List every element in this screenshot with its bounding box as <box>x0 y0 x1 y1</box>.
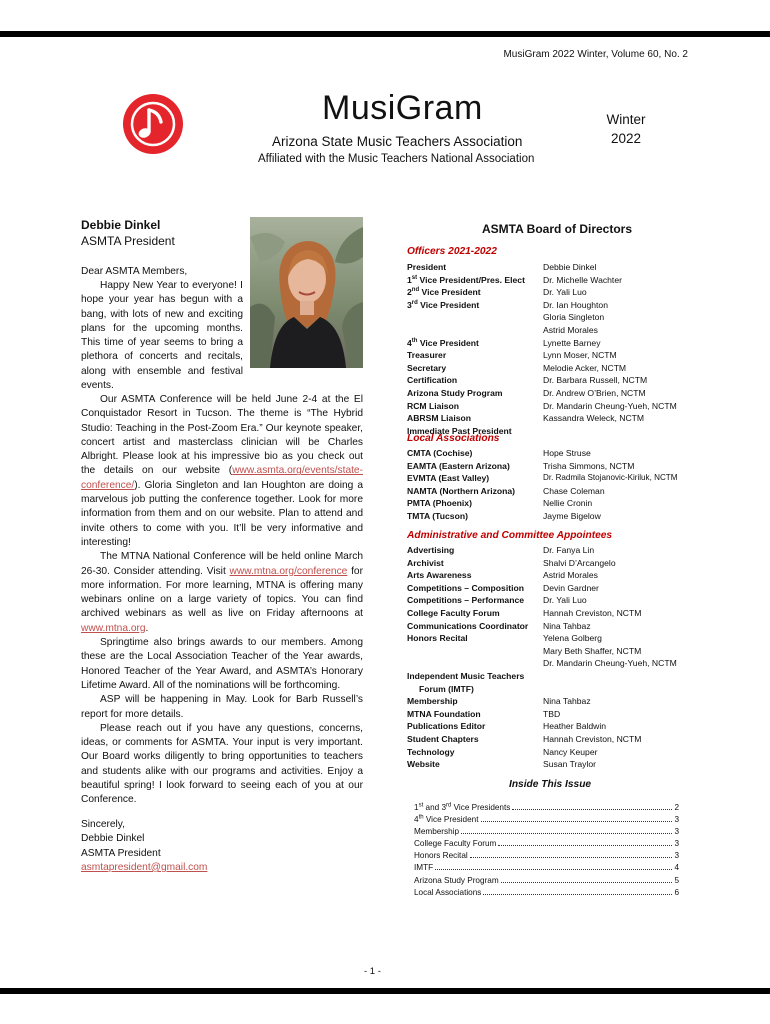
role: 4th Vice President <box>407 337 479 348</box>
season-box <box>600 110 652 148</box>
toc-entry[interactable] <box>414 875 679 887</box>
inside-issue-title: Inside This Issue <box>509 779 592 790</box>
role: College Faculty Forum <box>407 607 500 618</box>
name: Nancy Keuper <box>543 746 598 757</box>
name: Kassandra Weleck, NCTM <box>543 413 645 424</box>
toc-entry[interactable] <box>414 862 679 874</box>
signature-title: ASMTA President <box>81 847 161 859</box>
toc-label: IMTF <box>414 863 434 873</box>
role: Competitions – Performance <box>407 595 524 606</box>
toc-page: 5 <box>674 875 679 885</box>
role: EVMTA (East Valley) <box>407 473 490 484</box>
letter-p5: ASP will be happening in May. Look for Barb Russell’s report for more details. <box>81 694 363 720</box>
toc-page: 3 <box>674 839 679 849</box>
name: Dr. Yali Luo <box>543 287 587 298</box>
name: Trisha Simmons, NCTM <box>543 460 635 471</box>
admin-heading: Administrative and Committee Appointees <box>407 530 613 541</box>
local-names <box>543 447 677 523</box>
toc-entry[interactable]: 4th Vice President 3 <box>414 814 679 826</box>
letter-body <box>81 393 363 808</box>
board-title: ASMTA Board of Directors <box>482 222 633 236</box>
role: Forum (IMTF) <box>419 683 474 694</box>
role: Independent Music Teachers <box>407 670 525 681</box>
name: Jayme Bigelow <box>543 510 601 521</box>
role: Website <box>407 759 440 770</box>
role: MTNA Foundation <box>407 708 481 719</box>
name: Hannah Creviston, NCTM <box>543 733 642 744</box>
letter-p4: Springtime also brings awards to our members. Among these are the Local Association Teacher of the Year awards, Honored Teacher of the Year Award, and ASMTA’s Honorary Lifetime Award. All of the nominations will be forthcoming. <box>81 637 363 691</box>
name: Mary Beth Shaffer, NCTM <box>543 645 642 656</box>
name: Yelena Golberg <box>543 633 602 644</box>
letter-p3-text-a: The MTNA National Conference will be held online March 26-30. Consider attending. Visit <box>81 551 363 577</box>
role: Treasurer <box>407 350 447 361</box>
name: Hope Struse <box>543 448 591 458</box>
closing: Sincerely, <box>81 819 125 830</box>
toc-label: Local Associations <box>414 887 482 897</box>
name: Devin Gardner <box>543 582 599 593</box>
admin-roles <box>407 544 528 771</box>
role: Immediate Past President <box>407 425 512 436</box>
role: Publications Editor <box>407 721 486 732</box>
name: Debbie Dinkel <box>543 262 597 272</box>
name: Dr. Yali Luo <box>543 595 587 606</box>
toc-entry[interactable] <box>414 838 679 850</box>
role: 1st Vice President/Pres. Elect <box>407 274 525 285</box>
president-name: Debbie Dinkel <box>81 218 161 232</box>
role: 2nd Vice President <box>407 287 481 298</box>
local-roles <box>407 447 515 523</box>
toc-label: Arizona Study Program <box>414 875 499 885</box>
role: Honors Recital <box>407 633 468 644</box>
role: EAMTA (Eastern Arizona) <box>407 460 510 471</box>
toc-page: 3 <box>674 815 679 825</box>
mtna-conference-link[interactable]: www.mtna.org/conference <box>229 565 348 577</box>
name: Dr. Ian Houghton <box>543 299 608 310</box>
bottom-rule <box>0 988 770 994</box>
toc-entry[interactable] <box>414 826 679 838</box>
name: Dr. Andrew O’Brien, NCTM <box>543 387 646 398</box>
letter-p3 <box>81 550 363 636</box>
season-year: 2022 <box>610 131 642 146</box>
name: Hannah Creviston, NCTM <box>543 607 642 618</box>
signature-block <box>81 818 207 875</box>
role: Secretary <box>407 362 447 373</box>
officers-names <box>543 261 677 425</box>
masthead-title: MusiGram <box>322 89 483 127</box>
role: TMTA (Tucson) <box>407 510 468 521</box>
role: Competitions – Composition <box>407 582 524 593</box>
letter-p2-text-a: Our ASMTA Conference will be held June 2-4 at the El Conquistador Resort in Tucson. The theme is “The Hybrid Studio: Teaching in the Post-Zoom Era.” Our keynote speaker, concert artist and masterclass clinician will be Charles Albright. Please look at his impressive bio as you check out the details on our website ( <box>81 394 363 477</box>
table-of-contents <box>414 802 679 899</box>
masthead-subtitle: Arizona State Music Teachers Association <box>272 134 523 149</box>
role: Certification <box>407 375 458 386</box>
name: Melodie Acker, NCTM <box>543 362 627 373</box>
name: Dr. Mandarin Cheung-Yueh, NCTM <box>543 400 677 411</box>
toc-label: Membership <box>414 827 460 837</box>
role: Student Chapters <box>407 733 479 744</box>
role: Archivist <box>407 557 444 568</box>
letter-paragraph-1 <box>81 279 243 393</box>
president-photo <box>250 217 363 368</box>
name: Dr. Fanya Lin <box>543 545 595 555</box>
name: Nina Tahbaz <box>543 696 591 707</box>
role: NAMTA (Northern Arizona) <box>407 485 516 496</box>
toc-entry[interactable]: 1st and 3rd Vice Presidents 2 <box>414 802 679 814</box>
role: PMTA (Phoenix) <box>407 498 472 509</box>
role: Communications Coordinator <box>407 620 529 631</box>
toc-entry[interactable] <box>414 850 679 862</box>
letter-p3-text-b: for more information. For more learning, MTNA is offering many webinars online on a large variety of topics. You can find archived webinars as well as live on Friday afternoons at <box>81 565 363 620</box>
role: RCM Liaison <box>407 400 460 411</box>
role: Arizona Study Program <box>407 387 503 398</box>
top-rule <box>0 31 770 37</box>
issue-line: MusiGram 2022 Winter, Volume 60, No. 2 <box>503 49 688 60</box>
role: Technology <box>407 746 455 757</box>
name: Chase Coleman <box>543 485 605 496</box>
officers-roles <box>407 261 525 437</box>
name: Astrid Morales <box>543 570 598 581</box>
toc-page: 2 <box>674 803 679 812</box>
toc-page: 4 <box>674 863 679 873</box>
name: TBD <box>543 708 561 719</box>
name: Lynette Barney <box>543 337 601 348</box>
local-heading: Local Associations <box>407 433 500 444</box>
letter-greeting: Dear ASMTA Members, <box>81 266 188 277</box>
page-number: - 1 - <box>364 966 381 977</box>
letter-p1-text: Happy New Year to everyone! I hope your year has begun with a bang, with lots of new and exciting plans for the upcoming months. This time of year seems to bring a plethora of concerts and recitals, along with ensemble and festival events. <box>81 280 243 392</box>
letter-p2 <box>81 393 363 550</box>
name: Lynn Moser, NCTM <box>543 350 617 361</box>
role: 3rd Vice President <box>407 299 480 310</box>
toc-label: Honors Recital <box>414 851 468 861</box>
officers-heading: Officers 2021-2022 <box>407 246 497 257</box>
name: Heather Baldwin <box>543 721 607 732</box>
name: Shalvi D’Arcangelo <box>543 557 616 568</box>
role: ABRSM Liaison <box>407 413 471 424</box>
name: Dr. Barbara Russell, NCTM <box>543 375 648 386</box>
name: Nellie Cronin <box>543 498 593 509</box>
toc-entry[interactable] <box>414 887 679 899</box>
letter-intro <box>81 265 243 279</box>
music-note-logo-icon <box>121 92 185 156</box>
name: Susan Traylor <box>543 759 597 770</box>
mtna-link[interactable]: www.mtna.org <box>81 622 146 634</box>
name: Gloria Singleton <box>543 312 605 323</box>
masthead-affiliation: Affiliated with the Music Teachers National Association <box>258 153 535 165</box>
name: Dr. Michelle Wachter <box>543 274 622 285</box>
toc-page: 3 <box>674 827 679 837</box>
name: Dr. Mandarin Cheung-Yueh, NCTM <box>543 658 677 669</box>
president-title: ASMTA President <box>81 234 175 248</box>
name: Nina Tahbaz <box>543 620 591 631</box>
role: President <box>407 262 447 272</box>
signature-name: Debbie Dinkel <box>81 833 145 845</box>
toc-label: College Faculty Forum <box>414 839 497 849</box>
admin-names <box>543 544 677 771</box>
role: CMTA (Cochise) <box>407 448 473 458</box>
president-email-link[interactable]: asmtapresident@gmail.com <box>81 861 208 873</box>
name: Dr. Radmila Stojanovic-Kiriluk, NCTM <box>543 473 678 483</box>
name: Astrid Morales <box>543 324 598 335</box>
letter-p6: Please reach out if you have any questions, concerns, ideas, or comments for ASMTA. Your input is very important. Our Board works diligently to bring opportunities to teachers and students alike with our programs and activities. Enjoy a beautiful spring! I look forward to seeing each of you at our Conference. <box>81 722 363 806</box>
letter-p2-text-b: ). Gloria Singleton and Ian Houghton are doing a marvelous job putting the conference together. Look for more information from them and on our website. Plan to attend and invite others to come with you. It’ll be very informative and interesting! <box>81 479 363 548</box>
toc-page: 3 <box>674 851 679 861</box>
toc-page: 6 <box>674 887 679 897</box>
letter-p3-text-c: . <box>145 622 149 634</box>
season-label: Winter <box>606 112 646 127</box>
conference-link[interactable]: www.asmta.org/events/state-conference/ <box>81 465 363 491</box>
role: Membership <box>407 696 458 707</box>
role: Advertising <box>407 545 455 555</box>
role: Arts Awareness <box>407 570 472 581</box>
